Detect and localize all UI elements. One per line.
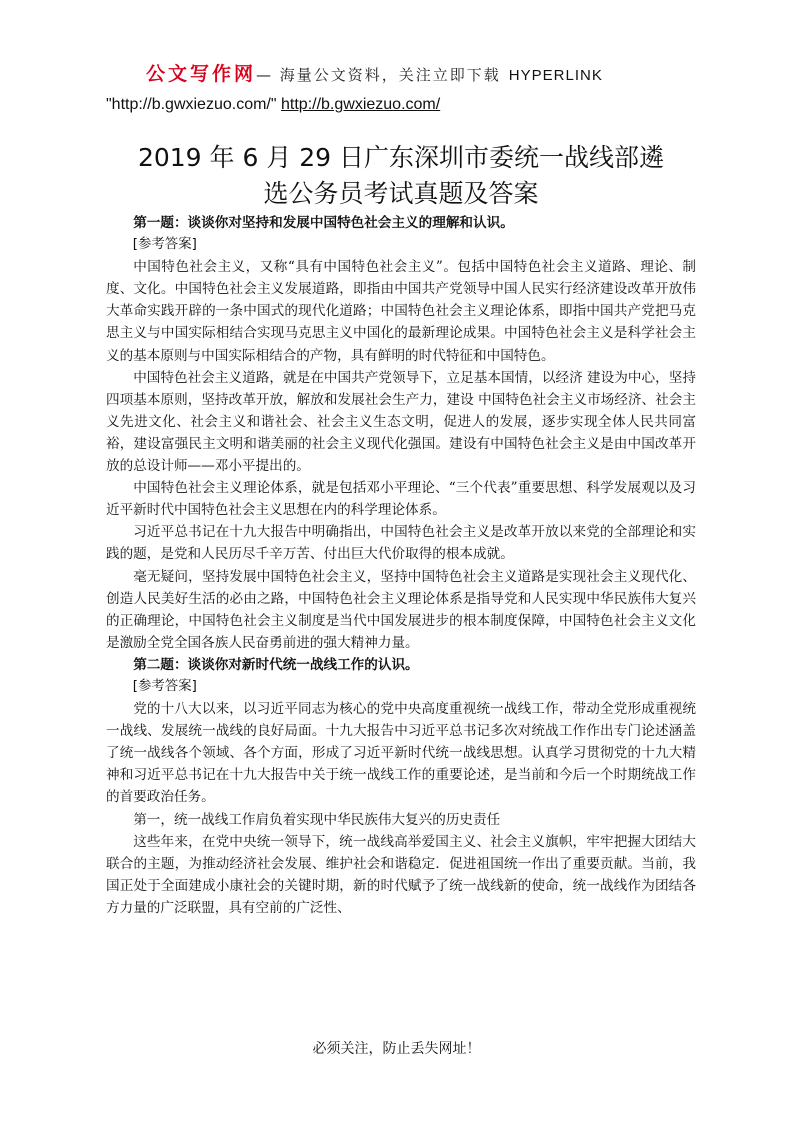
paragraph: 毫无疑问，坚持发展中国特色社会主义，坚持中国特色社会主义道路是实现社会主义现代化、创造人民美好生活的必由之路，中国特色社会主义理论体系是指导党和人民实现中华民族伟大复兴的正确理论，中国特色社会主义制度是当代中国发展进步的根本制度保障，中国特色社会主义文化是激励全党全国各族人民奋勇前进的强大精神力量。 [106,568,696,651]
title-line-1: 2019 年 6 月 29 日广东深圳市委统一战线部遴 [137,143,665,172]
site-brand[interactable]: 公文写作网 [146,63,257,85]
site-url-quoted: "http://b.gwxiezuo.com/" [106,96,277,113]
paragraph: 党的十八大以来，以习近平同志为核心的党中央高度重视统一战线工作，带动全党形成重视统一战线、发展统一战线的良好局面。十九大报告中习近平总书记多次对统战工作作出专门论述涵盖了统一战线各个领域、各个方面，形成了习近平新时代统一战线思想。认真学习贯彻党的十九大精神和习近平总书记在十九大报告中关于统一战线工作的重要论述，是当前和今后一个时期统战工作的首要政治任务。 [106,701,696,806]
hyperlink-label: HYPERLINK [508,67,603,84]
page-footer: 必须关注，防止丢失网址！ [312,1041,481,1057]
document-body [106,212,696,919]
site-url-link[interactable]: http://b.gwxiezuo.com/ [281,96,441,113]
answer-label-2: [参考答案] [132,678,197,694]
question-2: 第二题：谈谈你对新时代统一战线工作的认识。 [133,656,419,673]
answer-label-1: [参考答案] [132,237,197,253]
document-title [106,140,696,212]
paragraph: 中国特色社会主义理论体系，就是包括邓小平理论、“三个代表”重要思想、科学发展观以及习近平新时代中国特色社会主义思想在内的科学理论体系。 [106,480,696,519]
paragraph: 习近平总书记在十九大报告中明确指出，中国特色社会主义是改革开放以来党的全部理论和实践的题，是党和人民历尽千辛万苦、付出巨大代价取得的根本成就。 [106,524,696,563]
question-1: 第一题：谈谈你对坚持和发展中国特色社会主义的理解和认识。 [133,215,514,231]
paragraph: 中国特色社会主义，又称“具有中国特色社会主义”。包括中国特色社会主义道路、理论、制度、文化。中国特色社会主义发展道路，即指由中国共产党领导中国人民实行经济建设改革开放伟大革命实践开辟的一条中国式的现代化道路；中国特色社会主义理论体系，即指中国共产党把马克思主义与中国实际相结合实现马克思主义中国化的最新理论成果。中国特色社会主义是科学社会主义的基本原则与中国实际相结合的产物，具有鲜明的时代特征和中国特色。 [106,259,696,364]
paragraph: 第一，统一战线工作肩负着实现中华民族伟大复兴的历史责任 [133,811,501,828]
site-tagline: — 海量公文资料，关注立即下载 [256,66,501,84]
paragraph: 中国特色社会主义道路，就是在中国共产党领导下，立足基本国情，以经济 建设为中心，坚持四项基本原则，坚持改革开放，解放和发展社会生产力，建设 中国特色社会主义市场经济、社会主义先进文化、社会主义和谐社会、社会主义生态文明，促进人的发展，逐步实现全体人民共同富裕，建设富强民主文明和谐美丽的社会主义现代化强国。建设有中国特色社会主义是由中国改革开放的总设计师——邓小平提出的。 [106,369,696,475]
site-url-line [106,93,440,117]
title-line-2: 选公务员考试真题及答案 [263,179,539,208]
paragraph: 这些年来，在党中央统一领导下，统一战线高举爱国主义、社会主义旗帜，牢牢把握大团结大联合的主题，为推动经济社会发展、维护社会和谐稳定．促进祖国统一作出了重要贡献。当前，我国正处于全面建成小康社会的关键时期，新的时代赋予了统一战线新的使命，统一战线作为团结各方力量的广泛联盟，具有空前的广泛性、 [106,833,696,916]
site-header [146,60,706,88]
